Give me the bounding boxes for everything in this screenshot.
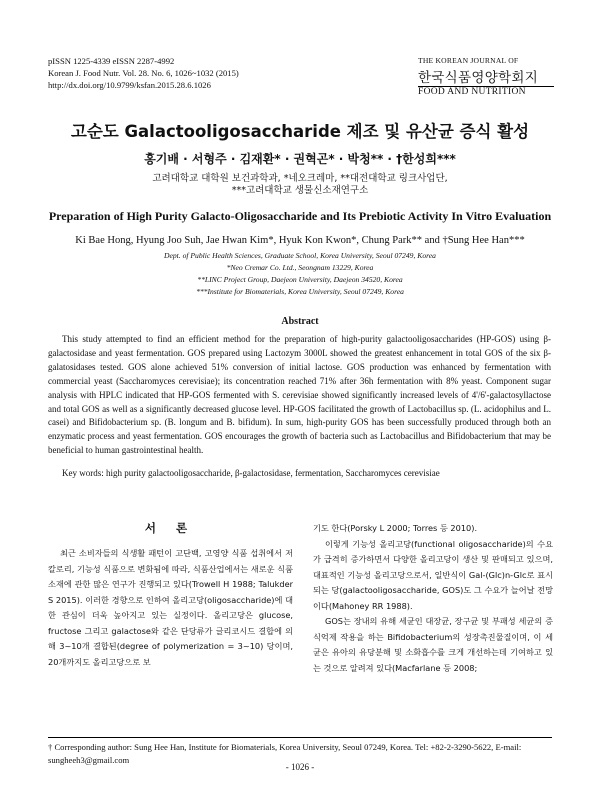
journal-name-ko: 한국식품영양학회지 — [418, 70, 539, 86]
section-heading-introduction: 서 론 — [144, 521, 196, 535]
authors-english: Ki Bae Hong, Hyung Joo Suh, Jae Hwan Kim*, Hyuk Kon Kwon*, Chung Park** and †Sung Hee Han*** — [75, 235, 525, 246]
title-korean: 고순도 Galactooligosaccharide 제조 및 유산균 증식 활성 — [70, 122, 530, 141]
affiliation-korean-1: 고려대학교 대학원 보건과학과, *네오크레마, **대전대학교 링크사업단, — [152, 173, 448, 184]
keywords: Key words: high purity galactooligosaccharide, β-galactosidase, fermentation, Saccharomyces cerevisiae — [62, 468, 440, 478]
corresponding-author-footnote: † Corresponding author: Sung Hee Han, Institute for Biomaterials, Korea University, Seoul 07249, Korea. Tel: +82-2-3290-5622, E-mail: sungheeh3@gmail.com — [48, 742, 522, 765]
body-paragraph: 이렇게 기능성 올리고당(functional oligosaccharide)의 수요가 급격히 증가하면서 다양한 올리고당이 생산 및 판매되고 있으며, 대표적인 기능성 올리고당으로서, 일반식이 Gal-(Glc)n-Glc로 표시되는 당(galactooligosaccharide, GOS)도 그 수요가 늘어날 전망이다(Mahoney RR 1988). — [313, 538, 553, 611]
journal-info — [48, 55, 239, 91]
citation-line: Korean J. Food Nutr. Vol. 28. No. 6, 1026~1032 (2015) — [48, 68, 239, 78]
journal-logo — [418, 56, 554, 97]
journal-name-en-top: THE KOREAN JOURNAL OF — [418, 56, 519, 65]
affiliation-korean-2: ***고려대학교 생물신소재연구소 — [231, 185, 369, 196]
body-column-right — [313, 521, 553, 676]
issn-line: pISSN 1225-4339 eISSN 2287-4992 — [48, 56, 175, 66]
affiliation-english-4: ***Institute for Biomaterials, Korea University, Seoul 07249, Korea — [196, 287, 404, 296]
doi-line[interactable]: http://dx.doi.org/10.9799/ksfan.2015.28.6.1026 — [48, 80, 211, 90]
affiliation-english-1: Dept. of Public Health Sciences, Graduate School, Korea University, Seoul 07249, Korea — [164, 251, 436, 260]
body-paragraph: GOS는 장내의 유해 세균인 대장균, 장구균 및 부패성 세균의 증식억제 작용을 하는 Bifidobacterium의 성장촉진물질이며, 이 세균은 유아의 유당분해 및 소화흡수를 크게 개선하는데 기여하고 있는 것으로 알려져 있다(Macfarlane 등 2008; — [313, 616, 553, 673]
abstract-text: This study attempted to find an efficient method for the preparation of high-purity galactooligosaccharides (HP-GOS) using β-galactosidase and yeast fermentation. GOS prepared using Lactozym 3000L showed the greatest enhancement in total GOS of the six β-galatosidases tested. GOS alone achieved 51% conversion of initial lactose. GOS production was enhanced by fermentation with commercial yeast (Saccharomyces cerevisiae); its concentration reached 71% after 36h fermentation with 8% yeast. Component sugar analysis with HPLC indicated that HP-GOS fermented with S. cerevisiae showed significantly increased levels of 4'/6'-galactosyllactose and total GOS as well as a significantly decreased glucose level. HP-GOS facilitated the growth of Lactobacillus sp. (L. acidophilus and L. casei) and Bifidobacterium sp. (B. longum and B. bifidum). In sum, high-purity GOS has been successfully produced through both an enzymatic process and yeast fermentation. GOS encourages the growth of bacteria such as Lactobacillus and Bifidobacterium that may be beneficial to human gastrointestinal health. — [48, 334, 551, 456]
footnote-divider — [48, 737, 552, 738]
affiliation-english-3: **LINC Project Group, Daejeon University, Daejeon 34520, Korea — [197, 275, 403, 284]
body-column-left — [48, 546, 293, 670]
body-paragraph: 최근 소비자들의 식생활 패턴이 고단백, 고영양 식품 섭취에서 저칼로리, 기능성 식품으로 변화됨에 따라, 식품산업에서는 새로운 식품소재에 관한 많은 연구가 진행되고 있다(Trowell H 1988; Talukder S 2015). 이러한 경향으로 인하여 올리고당(oligosaccharide)에 대한 관심이 더욱 높아지고 있는 실정이다. 올리고당은 glucose, fructose 그리고 galactose와 같은 단당류가 글리코시드 결합에 의해 3~10개 결합된(degree of polymerization = 3~10) 당이며, 20개까지도 올리고당으로 보 — [48, 548, 293, 667]
affiliation-english-2: *Neo Cremar Co. Ltd., Seongnam 13229, Korea — [226, 263, 374, 272]
body-paragraph: 기도 한다(Porsky L 2000; Torres 등 2010). — [313, 523, 478, 533]
page-number: - 1026 - — [285, 762, 315, 772]
abstract-heading: Abstract — [281, 316, 319, 327]
journal-name-en-bottom: FOOD AND NUTRITION — [418, 87, 526, 97]
title-english: Preparation of High Purity Galacto-Oligosaccharide and Its Prebiotic Activity In Vitro Evaluation — [48, 209, 552, 223]
authors-korean: 홍기배 · 서형주 · 김재환* · 권혁곤* · 박청** · †한성희*** — [144, 152, 456, 166]
